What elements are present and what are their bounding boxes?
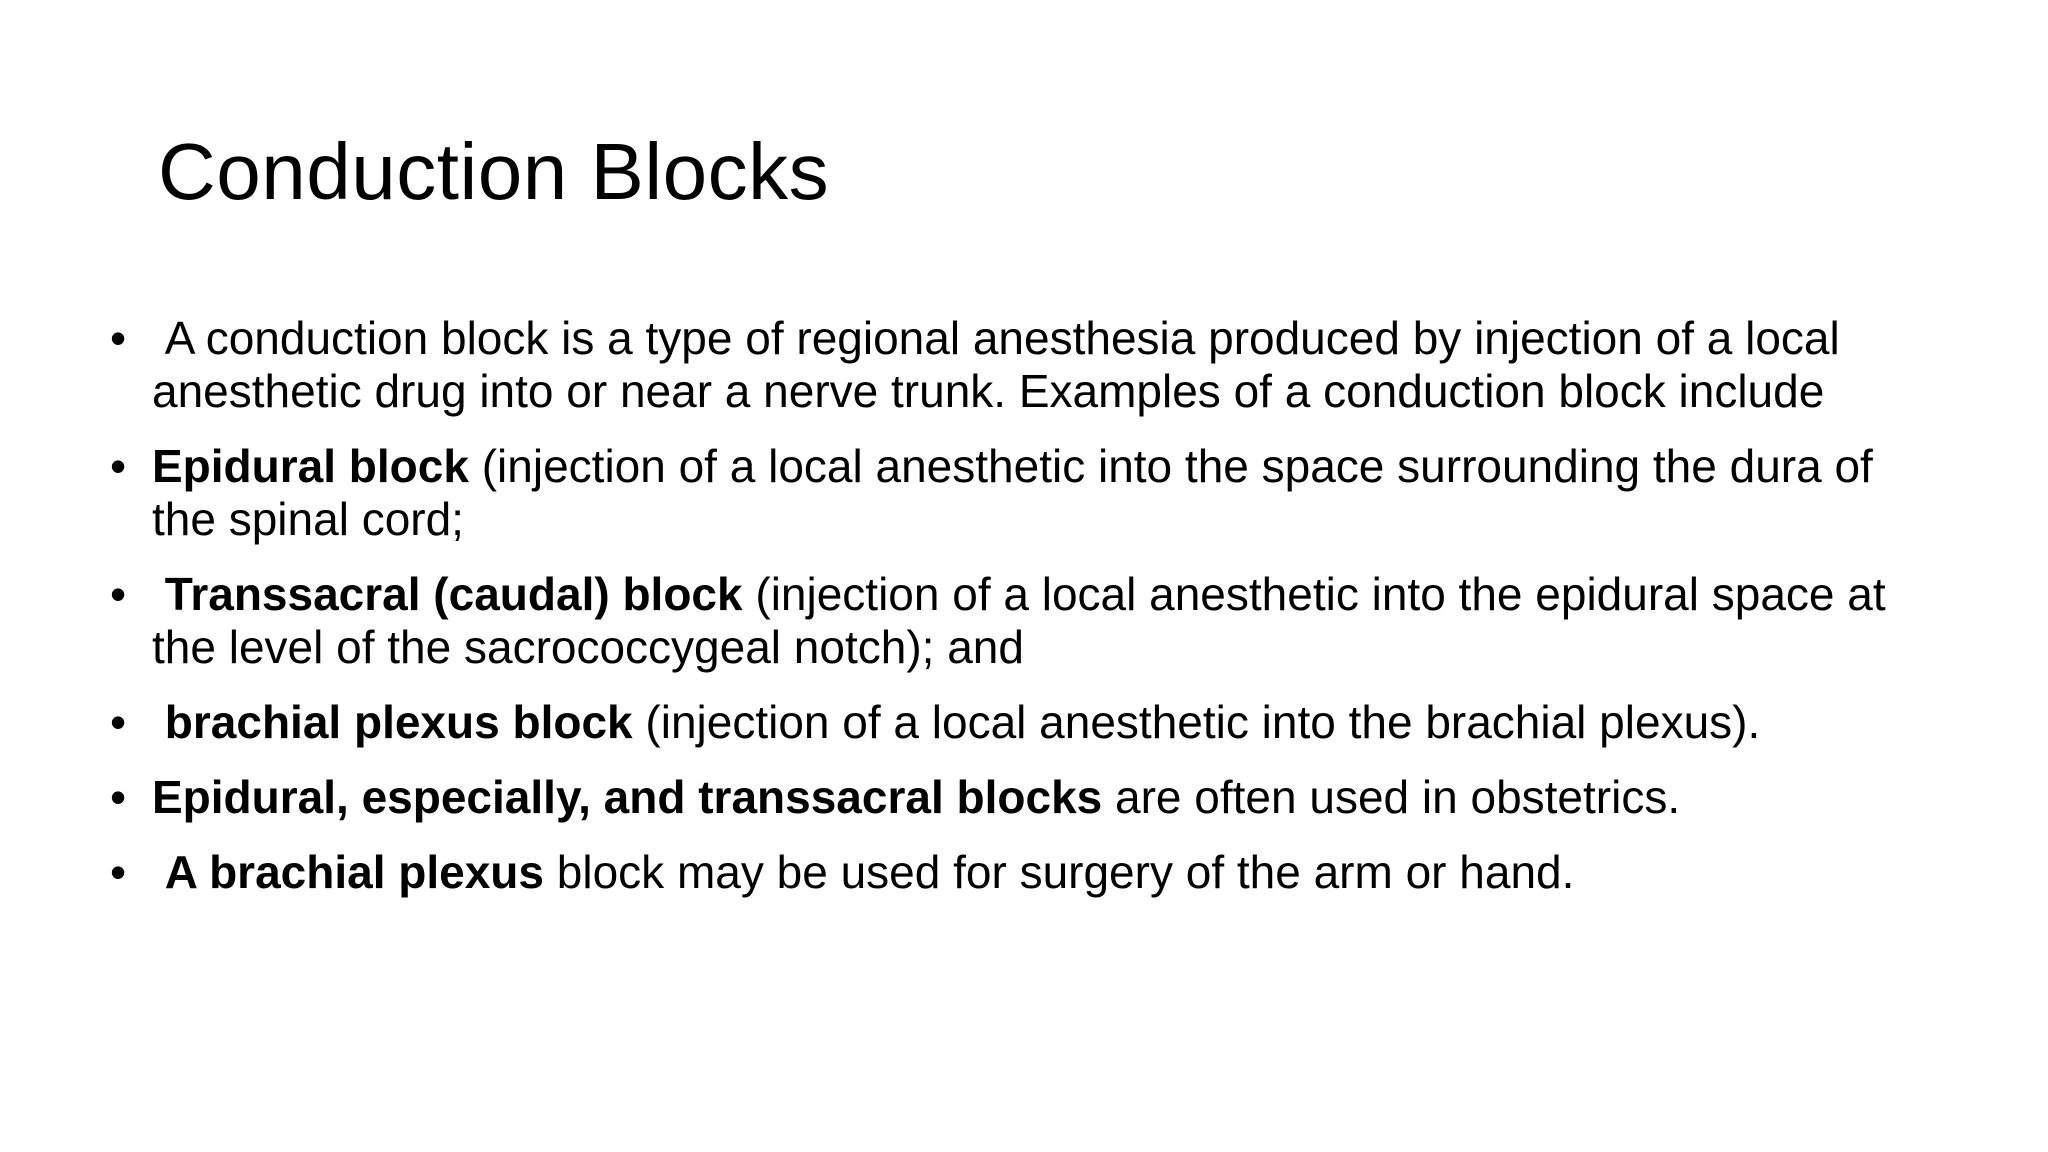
bullet-lead-space bbox=[152, 568, 165, 620]
bullet-point-icon: • bbox=[110, 846, 127, 898]
bullet-bold-text: brachial plexus block bbox=[164, 696, 633, 748]
bullet-text: (injection of a local anesthetic into the epidural space at the level of the sacrococcygeal notch); and bbox=[152, 568, 1886, 673]
bullet-item bbox=[108, 696, 1908, 749]
bullet-bold-text: Epidural block bbox=[152, 440, 469, 492]
bullet-bold-text: Epidural, especially, and transsacral blocks bbox=[152, 771, 1103, 823]
bullet-bold-text: A brachial plexus bbox=[164, 846, 544, 898]
slide-title: Conduction Blocks bbox=[158, 127, 830, 216]
bullet-text: (injection of a local anesthetic into the brachial plexus). bbox=[632, 696, 1761, 748]
bullet-bold-text: Transsacral (caudal) block bbox=[164, 568, 743, 620]
bullet-lead-space bbox=[152, 312, 165, 364]
bullet-lead-space bbox=[152, 696, 165, 748]
bullet-point-icon: • bbox=[110, 696, 127, 748]
bullet-point-icon: • bbox=[110, 312, 127, 364]
bullet-lead-space bbox=[152, 846, 165, 898]
bullet-point-icon: • bbox=[110, 440, 127, 492]
bullet-item bbox=[108, 312, 1908, 418]
bullet-item bbox=[108, 771, 1908, 824]
bullet-text: A conduction block is a type of regional anesthesia produced by injection of a local anesthetic drug into or near a nerve trunk. Examples of a conduction block include bbox=[152, 312, 1840, 417]
bullet-item bbox=[108, 846, 1908, 899]
bullet-text: block may be used for surgery of the arm or hand. bbox=[544, 846, 1575, 898]
bullet-item bbox=[108, 440, 1908, 546]
bullet-point-icon: • bbox=[110, 771, 127, 823]
bullet-item bbox=[108, 568, 1908, 674]
bullet-text: (injection of a local anesthetic into the space surrounding the dura of the spinal cord; bbox=[152, 440, 1873, 545]
bullet-point-icon: • bbox=[110, 568, 127, 620]
bullet-text: are often used in obstetrics. bbox=[1102, 771, 1681, 823]
bullet-list bbox=[108, 312, 1908, 921]
